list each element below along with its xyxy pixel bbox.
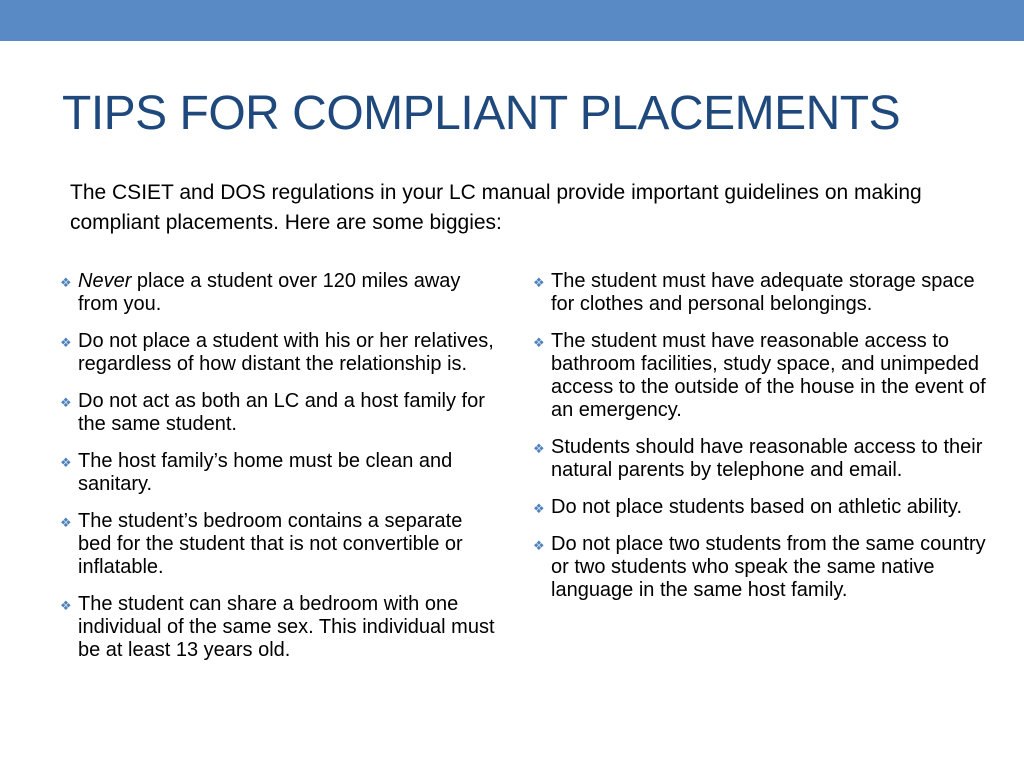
list-item [533,270,993,316]
list-item-text: Do not place a student with his or her relatives, regardless of how distant the relationship is. [78,330,494,375]
list-item-text: Do not act as both an LC and a host family for the same student. [78,390,485,435]
diamond-bullet-icon: ❖ [60,335,72,350]
list-item [60,270,500,316]
list-item-text: Do not place two students from the same country or two students who speak the same native language in the same host family. [551,533,986,601]
list-item-text: Do not place students based on athletic ability. [551,496,962,518]
diamond-bullet-icon: ❖ [533,538,545,553]
header-accent-bar [0,0,1024,41]
list-item [60,450,500,496]
right-bullet-list [533,270,993,616]
list-item-text: The host family’s home must be clean and sanitary. [78,450,453,495]
list-item-text: place a student over 120 miles away from you. [78,270,461,315]
list-item-text: The student must have adequate storage space for clothes and personal belongings. [551,270,975,315]
list-item-text: Students should have reasonable access to their natural parents by telephone and email. [551,436,983,481]
list-item [60,593,500,662]
list-item [533,533,993,602]
diamond-bullet-icon: ❖ [60,275,72,290]
list-item-text: The student must have reasonable access to bathroom facilities, study space, and unimpeded access to the outside of the house in the event of an emergency. [551,330,986,421]
diamond-bullet-icon: ❖ [60,395,72,410]
diamond-bullet-icon: ❖ [533,501,545,516]
list-item-text: The student can share a bedroom with one individual of the same sex. This individual must be at least 13 years old. [78,593,495,661]
list-item [533,496,993,519]
diamond-bullet-icon: ❖ [533,275,545,290]
list-item [60,330,500,376]
left-bullet-list [60,270,500,676]
diamond-bullet-icon: ❖ [60,598,72,613]
emphasis-text: Never [78,270,132,292]
list-item [533,436,993,482]
list-item [60,390,500,436]
diamond-bullet-icon: ❖ [60,515,72,530]
intro-paragraph: The CSIET and DOS regulations in your LC manual provide important guidelines on making compliant placements. Here are some biggies: [70,181,922,234]
list-item [533,330,993,422]
diamond-bullet-icon: ❖ [60,455,72,470]
diamond-bullet-icon: ❖ [533,335,545,350]
diamond-bullet-icon: ❖ [533,441,545,456]
slide-title: TIPS FOR COMPLIANT PLACEMENTS [62,87,901,140]
list-item-text: The student’s bedroom contains a separate bed for the student that is not convertible or inflatable. [78,510,463,578]
list-item [60,510,500,579]
